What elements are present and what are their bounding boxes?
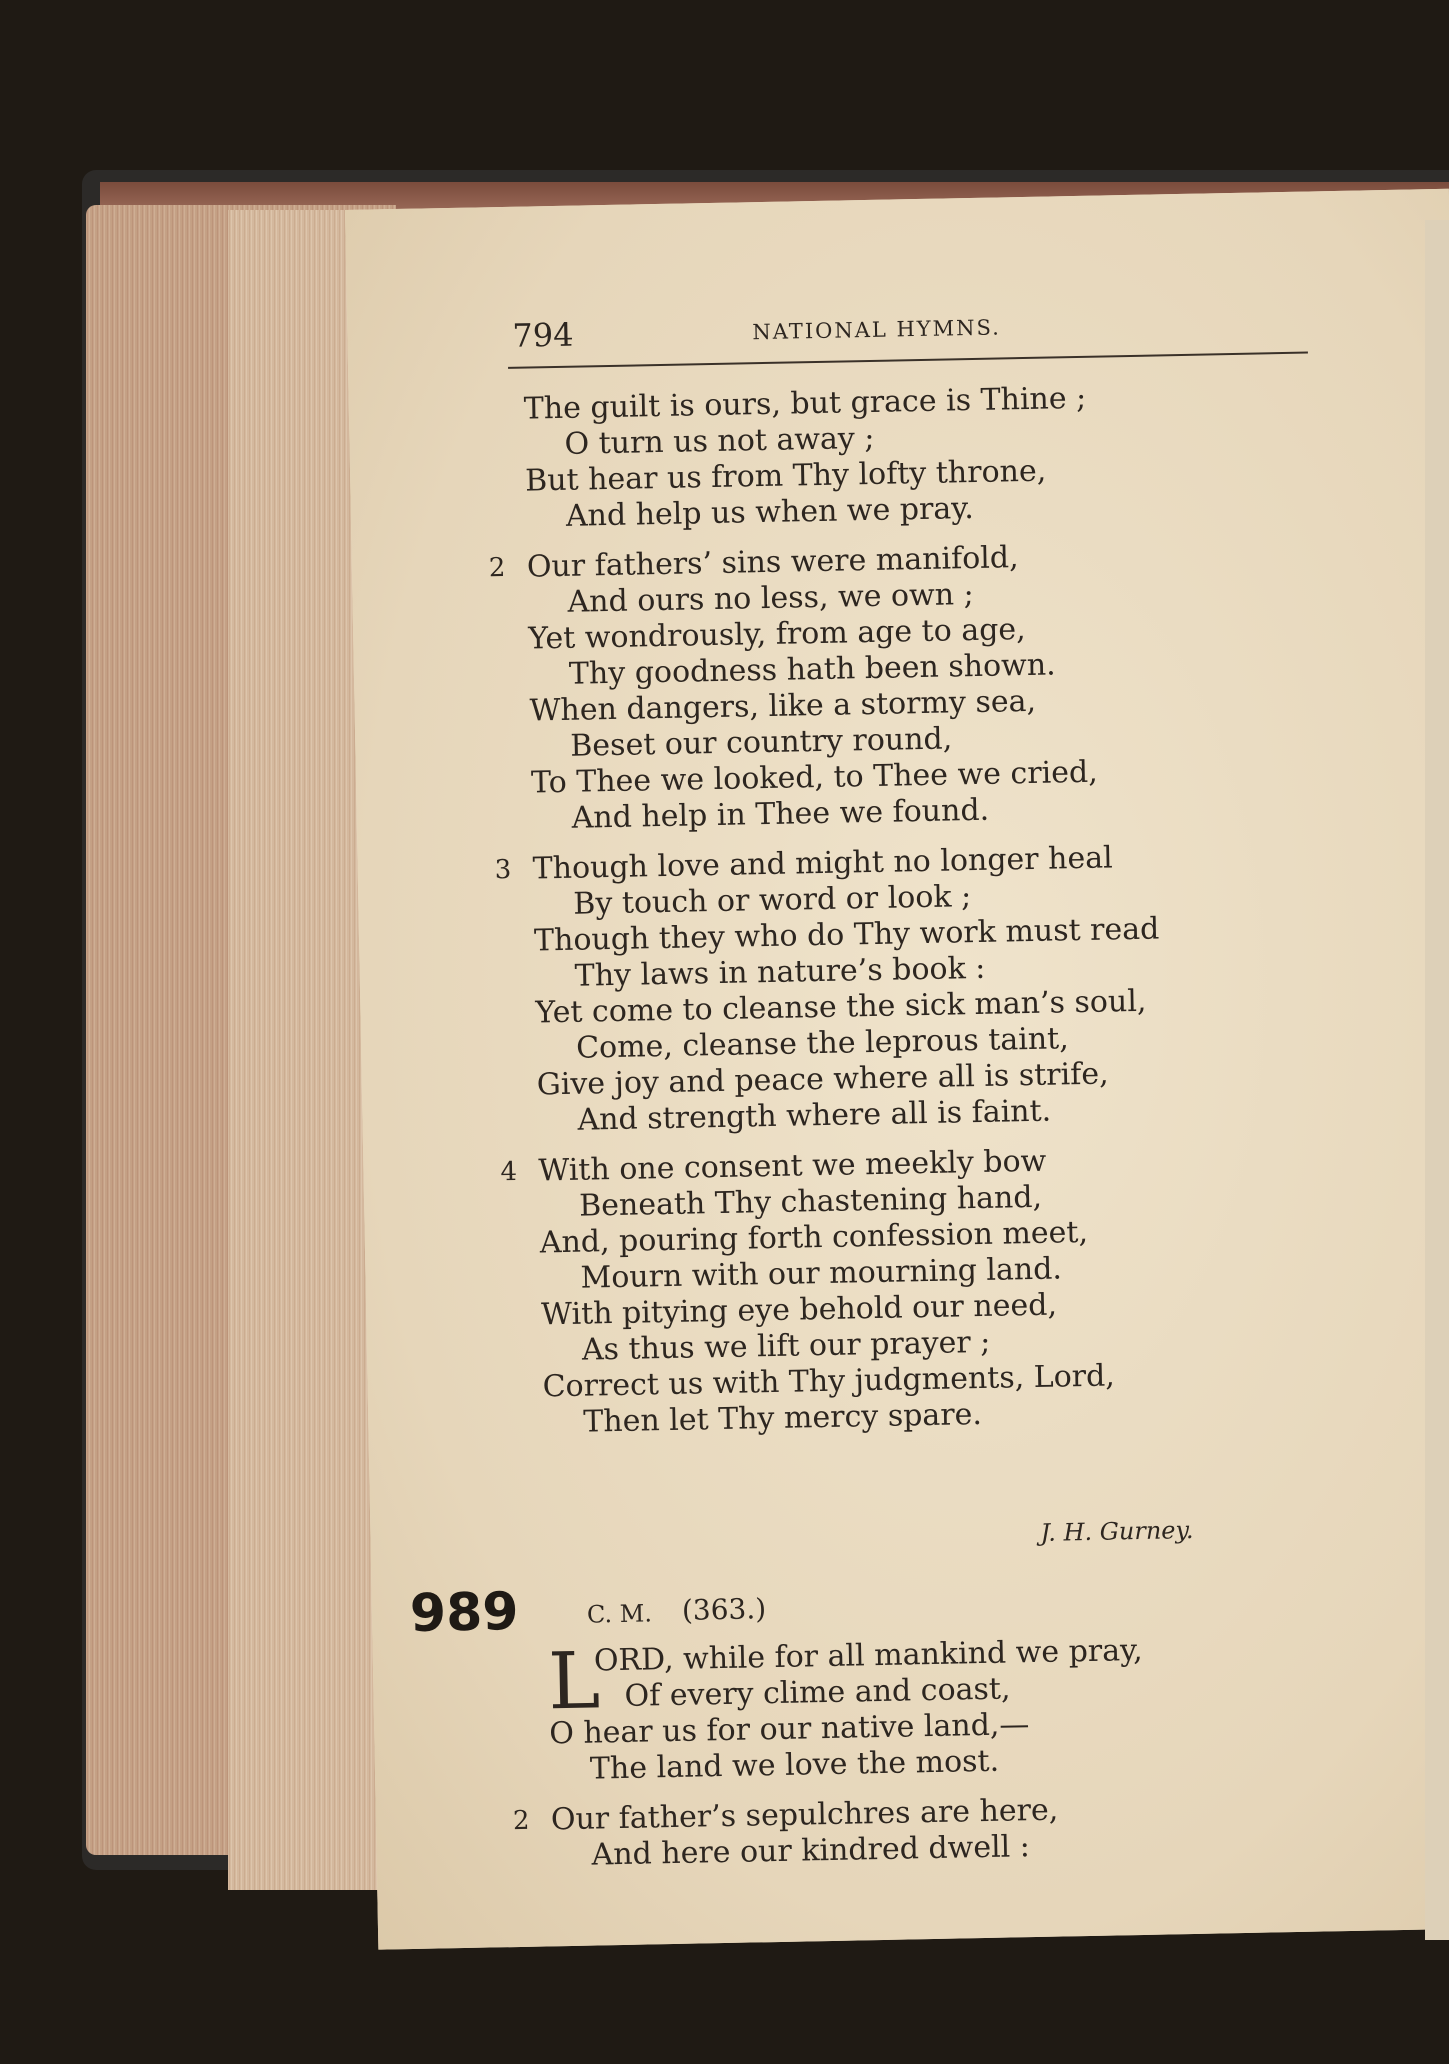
running-head xyxy=(512,301,1312,355)
verse-line: And help in Thee we found. xyxy=(571,792,990,836)
hymn-988-continuation xyxy=(488,380,1169,1442)
verse-line: ORD, while for all mankind we pray, xyxy=(593,1632,1143,1679)
stanza-number: 4 xyxy=(500,1156,518,1188)
verse-line: Though love and might no longer heal xyxy=(532,840,1113,887)
verse-line: To Thee we looked, to Thee we cried, xyxy=(530,754,1099,801)
hymn-tune-reference: (363.) xyxy=(681,1592,767,1627)
verse-line: Of every clime and coast, xyxy=(624,1671,1011,1714)
facing-page-edge xyxy=(1425,220,1449,1940)
verse-line: But hear us from Thy lofty throne, xyxy=(524,453,1047,499)
verse-line: As thus we lift our prayer ; xyxy=(581,1324,991,1368)
page-header-title: NATIONAL HYMNS. xyxy=(752,315,1002,345)
verse-line: With pitying eye behold our need, xyxy=(540,1287,1058,1333)
page-number: 794 xyxy=(512,315,574,355)
stanza-number: 2 xyxy=(512,1805,530,1837)
verse-line: And strength where all is faint. xyxy=(577,1093,1052,1138)
hymn-author: J. H. Gurney. xyxy=(1040,1515,1194,1547)
verse-line: Come, cleanse the leprous taint, xyxy=(575,1021,1070,1066)
verse-line: Our fathers’ sins were manifold, xyxy=(526,540,1019,585)
verse-line: O hear us for our native land,— xyxy=(548,1707,1030,1752)
stanza-number: 2 xyxy=(488,552,506,584)
verse-line: And, pouring forth confession meet, xyxy=(539,1214,1089,1261)
stanza-3 xyxy=(494,840,1163,1140)
drop-cap: L xyxy=(547,1636,601,1728)
verse-line: When dangers, like a stormy sea, xyxy=(529,683,1037,729)
stanza-2 xyxy=(488,538,1158,838)
verse-line: Then let Thy mercy spare. xyxy=(582,1396,983,1440)
hymn-number: 989 xyxy=(409,1581,520,1645)
stanza-2 xyxy=(512,1791,1147,1874)
verse-line: And here our kindred dwell : xyxy=(591,1829,1031,1873)
header-rule xyxy=(508,352,1308,369)
stanza-number: 3 xyxy=(494,854,512,886)
verse-line: Though they who do Thy work must read xyxy=(533,911,1160,959)
verse-line: And help us when we pray. xyxy=(565,490,975,534)
hymn-989-text xyxy=(512,1632,1147,1874)
book-page xyxy=(345,189,1449,1950)
verse-line: With one consent we meekly bow xyxy=(538,1143,1047,1189)
verse-line: Correct us with Thy judgments, Lord, xyxy=(542,1358,1116,1405)
verse-line: The guilt is ours, but grace is Thine ; xyxy=(523,380,1087,427)
verse-line: Give joy and peace where all is strife, xyxy=(536,1056,1109,1103)
verse-line: Our father’s sepulchres are here, xyxy=(550,1792,1059,1838)
verse-line: O turn us not away ; xyxy=(564,420,875,462)
verse-line: Yet wondrously, from age to age, xyxy=(527,612,1026,657)
verse-line: Mourn with our mourning land. xyxy=(580,1251,1063,1296)
hymn-meter: C. M. xyxy=(586,1599,653,1629)
verse-line: The land we love the most. xyxy=(589,1743,1000,1787)
verse-line: By touch or word or look ; xyxy=(573,879,972,922)
verse-line: Beneath Thy chastening hand, xyxy=(578,1179,1043,1224)
verse-line: And ours no less, we own ; xyxy=(567,577,975,620)
stanza-4 xyxy=(500,1141,1169,1441)
verse-line: Beset our country round, xyxy=(570,721,953,764)
verse-line: Thy goodness hath been shown. xyxy=(568,647,1056,692)
verse-line: Yet come to cleanse the sick man’s soul, xyxy=(535,983,1147,1031)
verse-line: Thy laws in nature’s book : xyxy=(574,950,986,994)
